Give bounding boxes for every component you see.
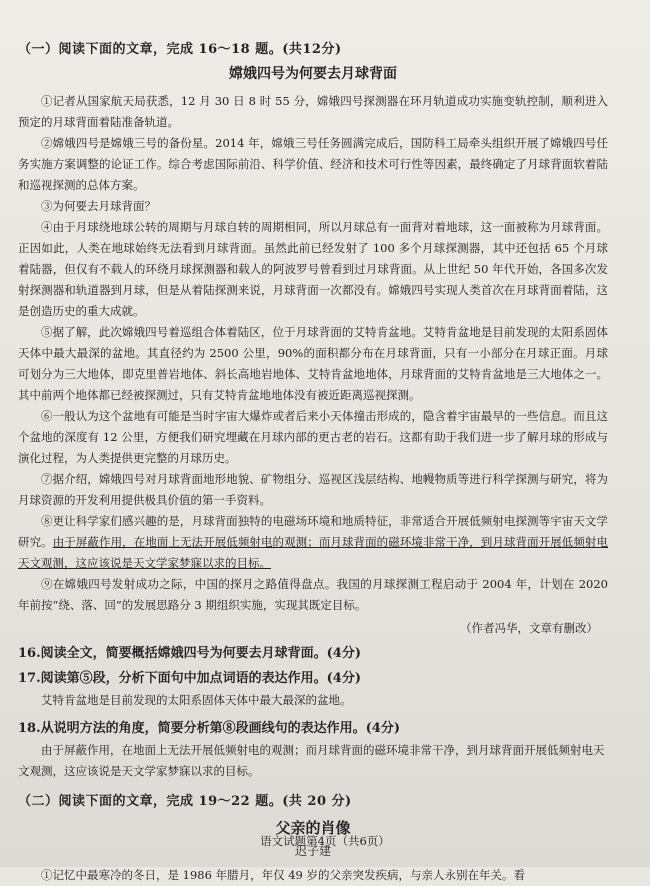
section2-heading: （二）阅读下面的文章，完成 19～22 题。(共 20 分)	[18, 794, 352, 809]
paragraph-4: ④由于月球绕地球公转的周期与月球自转的周期相同，所以月球总有一面背对着地球，这一面被称为月球背面。正因如此，人类在地球始终无法看到月球背面。虽然此前已经发射了 100 多个月球探测器，其中还包括 65 个月球着陆器，但仅有不载人的环绕月球探测器和载人的阿波罗号曾看到过月球背面。从上世纪 50 年代开始，各国多次发射探测器和轨道器到月球，但是从着陆探测来说，月球背面一次都没有。嫦娥四号实现人类首次在月球背面着陆，这是创造历史的重大成就。	[18, 220, 608, 318]
question-18: 18.从说明方法的角度，简要分析第⑧段画线句的表达作用。(4分)	[18, 721, 400, 736]
article2-paragraph-1: ①记忆中最寒冷的冬日，是 1986 年腊月，年仅 49 岁的父亲突发疾病，与亲人永别在年关。看	[41, 868, 526, 882]
article-title: 嫦娥四号为何要去月球背面	[229, 66, 397, 82]
paragraph-9: ⑨在嫦娥四号发射成功之际，中国的探月之路值得盘点。我国的月球探测工程启动于 2004 年，计划在 2020 年前按“绕、落、回”的发展思路分 3 期组织实施，实现其既定目标。	[18, 577, 608, 612]
question-16: 16.阅读全文，简要概括嫦娥四号为何要去月球背面。(4分)	[18, 646, 361, 661]
q18-sentence: 由于屏蔽作用，在地面上无法开展低频射电的观测；而月球背面的磁环境非常干净，到月球背面开展低频射电天文观测，这应该说是天文学家梦寐以求的目标。	[18, 743, 605, 778]
paragraph-5: ⑤据了解，此次嫦娥四号着巡组合体着陆区，位于月球背面的艾特肯盆地。艾特肯盆地是目前发现的太阳系固体天体中最大最深的盆地。其直径约为 2500 公里，90%的面积都分布在月球背面，只有一小部分在月球正面。月球可划分为三大地体，即克里普岩地体、斜长高地岩地体、艾特肯盆地地体，月球背面的艾特肯盆地是三大地体之一。其中前两个地体都已经被探测过，只有艾特肯盆地地体没有被近距离巡视探测。	[18, 325, 608, 402]
page-footer: 语文试题第4页（共6页）	[260, 834, 390, 848]
paragraph-2: ②嫦娥四号是嫦娥三号的备份星。2014 年，嫦娥三号任务圆满完成后，国防科工局牵头组织开展了嫦娥四号任务实施方案调整的论证工作。综合考虑国际前沿、科学价值、经济和技术可行性等因素，最终确定了月球背面软着陆和巡视探测的总体方案。	[18, 136, 608, 192]
q17-sentence: 艾特肯盆地是目前发现的太阳系固体天体中最大最深的盆地。	[41, 693, 352, 707]
paragraph-6: ⑥一般认为这个盆地有可能是当时宇宙大爆炸或者后来小天体撞击形成的，隐含着宇宙最早的一些信息。而且这个盆地的深度有 12 公里，方便我们研究埋藏在月球内部的更古老的岩石。这都有助于我们进一步了解月球的形成与演化过程，为人类提供更完整的月球历史。	[18, 409, 608, 465]
paragraph-8-text: ⑧更让科学家们感兴趣的是，月球背面独特的电磁场环境和地质特征，非常适合开展低频射电探测等宇宙天文学研究。	[18, 514, 608, 549]
underlined-sentence: 由于屏蔽作用，在地面上无法开展低频射电的观测；而月球背面的磁环境非常干净，到月球背面开展低频射电天文观测，这应该说是天文学家梦寐以求的目标。	[18, 535, 609, 570]
section1-heading: （一）阅读下面的文章，完成 16～18 题。(共12分)	[18, 42, 342, 57]
paragraph-7: ⑦据介绍，嫦娥四号对月球背面地形地貌、矿物组分、巡视区浅层结构、地幔物质等进行科学探测与研究，将为月球资源的开发利用提供极具价值的第一手资料。	[18, 472, 608, 507]
question-17: 17.阅读第⑤段，分析下面句中加点词语的表达作用。(4分)	[18, 671, 361, 686]
article-author: （作者冯华，文章有删改）	[460, 621, 598, 635]
article2-author: 迟子建	[294, 844, 331, 858]
paragraph-8	[18, 511, 608, 574]
paragraph-1: ①记者从国家航天局获悉，12 月 30 日 8 时 55 分，嫦娥四号探测器在环月轨道成功实施变轨控制，顺利进入预定的月球背面着陆准备轨道。	[18, 94, 608, 129]
paragraph-3: ③为何要去月球背面？	[41, 199, 156, 213]
article2-title: 父亲的肖像	[275, 819, 351, 837]
